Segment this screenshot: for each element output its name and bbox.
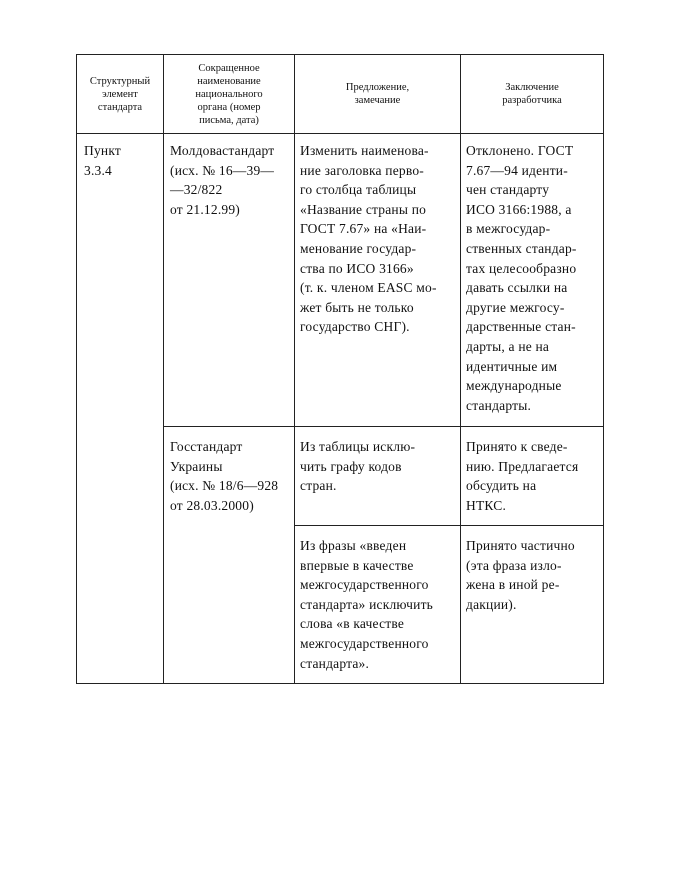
conclusion-cell: Отклонено. ГОСТ 7.67—94 иденти- чен стандарту ИСО 3166:1988, а в межгосудар- ственных стандар- тах целесообразно давать ссылки на другие межгосу- дарственные стан- дарты, а не на идентичные им международные стандарты.: [466, 143, 577, 413]
structural-element-cell: Пункт 3.3.4: [84, 143, 122, 178]
header-structural-element: Структурный элемент стандарта: [89, 75, 151, 113]
header-divider: [77, 133, 603, 134]
column-divider: [460, 55, 461, 683]
proposal-cell: Изменить наименова- ние заголовка перво- го столбца таблицы «Название страны по ГОСТ 7.67» на «Наи- менование государ- ства по ИСО 3166» (т. к. членом EASC мо- жет быть не только государство СНГ).: [300, 143, 437, 335]
row-divider: [163, 426, 603, 427]
proposal-cell: Из фразы «введен впервые в качестве межгосударственного стандарта» исключить слова «в качестве межгосударственного стандарта».: [300, 538, 434, 671]
column-divider: [163, 55, 164, 683]
conclusion-cell: Принято частично (эта фраза изло- жена в иной ре- дакции).: [466, 538, 575, 612]
row-divider: [294, 525, 603, 526]
header-national-body: Сокращенное наименование национального органа (номер письма, дата): [195, 62, 263, 126]
header-proposal: Предложение, замечание: [345, 82, 410, 106]
column-divider: [294, 55, 295, 683]
comments-table: [76, 54, 604, 684]
proposal-cell: Из таблицы исклю- чить графу кодов стран.: [300, 439, 416, 494]
national-body-cell: Госстандарт Украины (исх. № 18/6—928 от 28.03.2000): [170, 439, 279, 513]
header-conclusion: Заключение разработчика: [502, 82, 562, 106]
national-body-cell: Молдовастандарт (исх. № 16—39— —32/822 от 21.12.99): [170, 143, 275, 217]
conclusion-cell: Принято к сведе- нию. Предлагается обсудить на НТКС.: [466, 439, 579, 513]
